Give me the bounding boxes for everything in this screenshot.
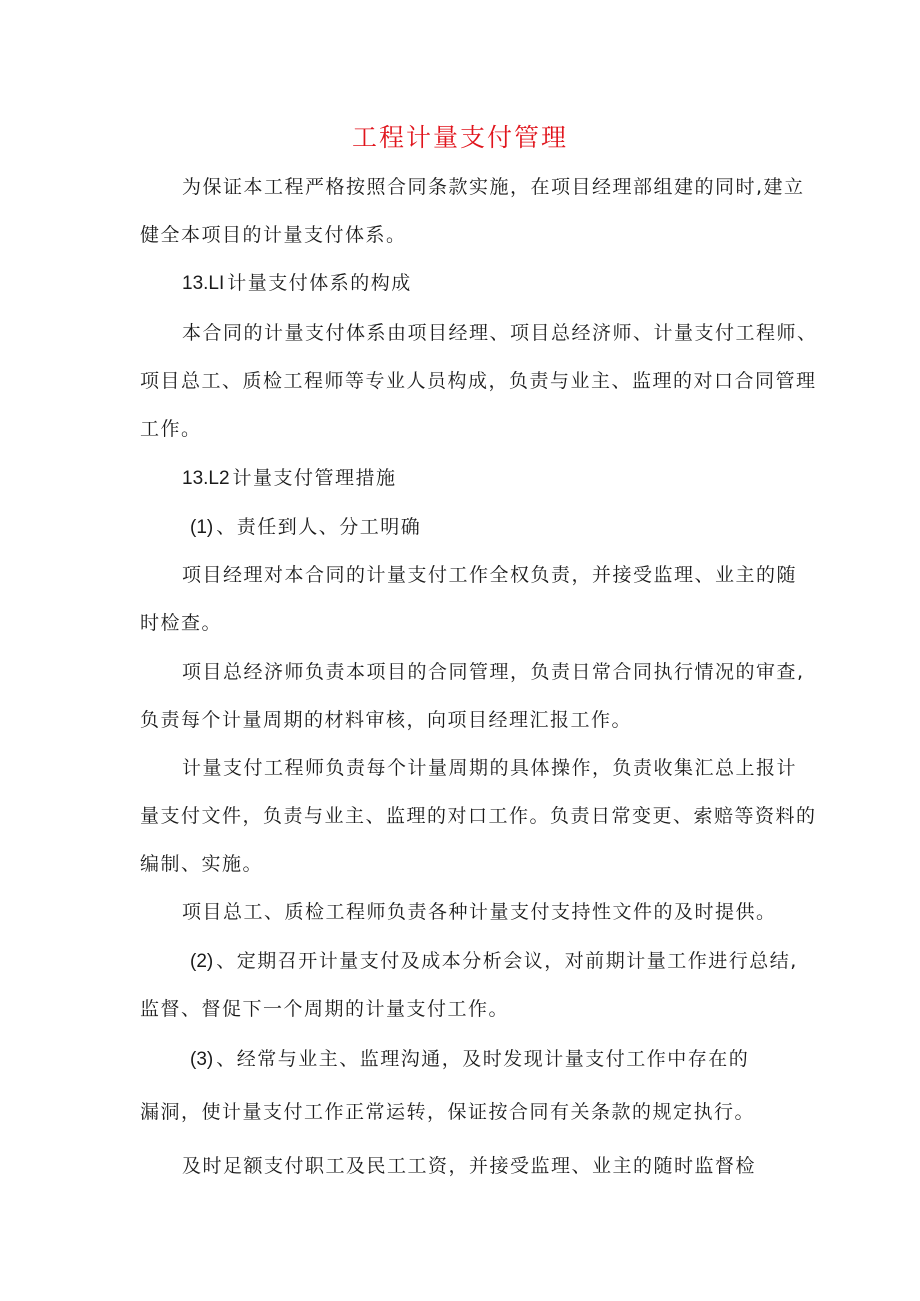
paragraph-line: 编制、实施。	[140, 853, 264, 875]
section-heading	[182, 463, 397, 494]
list-item-text: 、责任到人、分工明确	[216, 516, 422, 538]
document-title: 工程计量支付管理	[351, 123, 568, 152]
list-item-number: (3)	[190, 1049, 214, 1070]
list-item-number: (1)	[190, 517, 214, 538]
section-heading	[182, 268, 412, 299]
paragraph-line: 本合同的计量支付体系由项目经理、项目总经济师、计量支付工程师、	[182, 322, 818, 344]
paragraph-line: 项目总工、质检工程师负责各种计量支付支持性文件的及时提供。	[182, 901, 777, 923]
paragraph-line: 工作。	[140, 418, 202, 440]
section-heading-text: 计量支付体系的构成	[227, 272, 412, 294]
paragraph-line: 项目总经济师负责本项目的合同管理，负责日常合同执行情况的审查,	[182, 661, 805, 683]
list-item-number: (2)	[190, 951, 214, 972]
paragraph-line: 计量支付工程师负责每个计量周期的具体操作，负责收集汇总上报计	[182, 757, 798, 779]
section-number: 13.LI	[182, 273, 225, 294]
paragraph-line: 漏洞，使计量支付工作正常运转，保证按合同有关条款的规定执行。	[140, 1101, 756, 1123]
paragraph-line: 健全本项目的计量支付体系。	[140, 224, 407, 246]
list-item-heading	[190, 1044, 749, 1075]
list-item-heading	[190, 946, 798, 977]
paragraph-line: 项目总工、质检工程师等专业人员构成，负责与业主、监理的对口合同管理	[140, 370, 817, 392]
paragraph-line: 为保证本工程严格按照合同条款实施，在项目经理部组建的同时,建立	[182, 176, 805, 198]
section-heading-text: 计量支付管理措施	[232, 467, 397, 489]
paragraph-line: 量支付文件，负责与业主、监理的对口工作。负责日常变更、索赔等资料的	[140, 805, 817, 827]
list-item-heading	[190, 512, 421, 543]
paragraph-line: 项目经理对本合同的计量支付工作全权负责，并接受监理、业主的随	[182, 564, 798, 586]
paragraph-line: 时检查。	[140, 612, 223, 634]
list-item-text: 、经常与业主、监理沟通，及时发现计量支付工作中存在的	[216, 1048, 750, 1070]
paragraph-line: 监督、督促下一个周期的计量支付工作。	[140, 998, 510, 1020]
list-item-text: 、定期召开计量支付及成本分析会议，对前期计量工作进行总结,	[216, 950, 798, 972]
section-number: 13.L2	[182, 468, 230, 489]
paragraph-line: 及时足额支付职工及民工工资，并接受监理、业主的随时监督检	[182, 1155, 757, 1177]
paragraph-line: 负责每个计量周期的材料审核，向项目经理汇报工作。	[140, 709, 633, 731]
